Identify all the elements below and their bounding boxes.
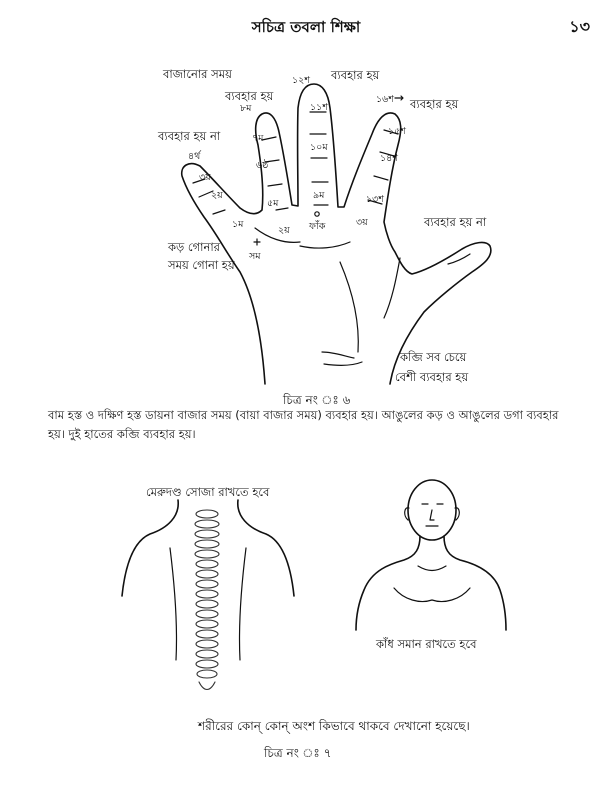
label-spine: মেরুদণ্ড সোজা রাখতে হবে xyxy=(146,485,270,499)
body-paragraph: বাম হস্ত ও দক্ষিণ হস্ত ডায়না বাজার সময় (বায়া বাজার সময়) ব্যবহার হয়। আঙুলের কড় ও আঙুলের ডগা ব্যবহার হয়। দুই হাতের কব্জি ব্যবহার হয়। xyxy=(48,408,559,441)
label-wrist-2: বেশী ব্যবহার হয় xyxy=(395,370,469,384)
beat-16: ১৬শ xyxy=(376,94,394,105)
label-not-used-thumb: ব্যবহার হয় না xyxy=(424,215,487,229)
beat-10: ১০ম xyxy=(310,142,328,153)
beat-9: ৯ম xyxy=(313,190,325,201)
label-used-little: ব্যবহার হয় xyxy=(225,89,274,103)
beat-11: ১১শ xyxy=(310,102,328,113)
beat-12: ১২শ xyxy=(292,75,310,86)
beat-15: ১৫শ xyxy=(388,126,406,137)
label-counting-2: সময় গোনা হয় xyxy=(168,258,235,272)
caption-figure-6: চিত্র নং ঃ ৬ xyxy=(283,393,351,407)
beat-4: ৪র্থ xyxy=(188,151,201,162)
beat-3: ৩য় xyxy=(199,172,211,183)
beat-fank: ফাঁক xyxy=(309,221,326,232)
label-playing-time: বাজানোর সময় xyxy=(163,67,232,81)
beat-6: ৬ষ্ঠ xyxy=(256,160,269,171)
beat-1: ১ম xyxy=(232,219,244,230)
caption-figure-7: চিত্র নং ঃ ৭ xyxy=(264,746,332,760)
beat-14: ১৪শ xyxy=(380,153,398,164)
spine-vertebrae xyxy=(195,510,219,690)
beat-3b: ৩য় xyxy=(356,217,368,228)
beat-2b: ২য় xyxy=(278,225,290,236)
label-used-middle: ব্যবহার হয় xyxy=(331,68,380,82)
beat-7: ৭ম xyxy=(252,133,264,144)
page-number: ১৩ xyxy=(569,17,590,36)
figure-7-description: শরীরের কোন্ কোন্ অংশ কিভাবে থাকবে দেখানো হয়েছে। xyxy=(198,719,470,733)
beat-13: ১৩শ xyxy=(366,194,384,205)
label-used-index: ব্যবহার হয় xyxy=(410,97,459,111)
beat-sam: সম xyxy=(249,251,261,262)
beat-2: ২য় xyxy=(211,190,223,201)
beat-8: ৮ম xyxy=(240,103,252,114)
label-shoulders: কাঁধ সমান রাখতে হবে xyxy=(376,637,477,651)
label-counting-1: কড় গোনার xyxy=(168,240,220,254)
label-wrist-1: কব্জি সব চেয়ে xyxy=(400,350,467,364)
page-title: সচিত্র তবলা শিক্ষা xyxy=(251,18,361,36)
beat-5: ৫ম xyxy=(267,198,279,209)
label-not-used-left: ব্যবহার হয় না xyxy=(158,129,221,143)
